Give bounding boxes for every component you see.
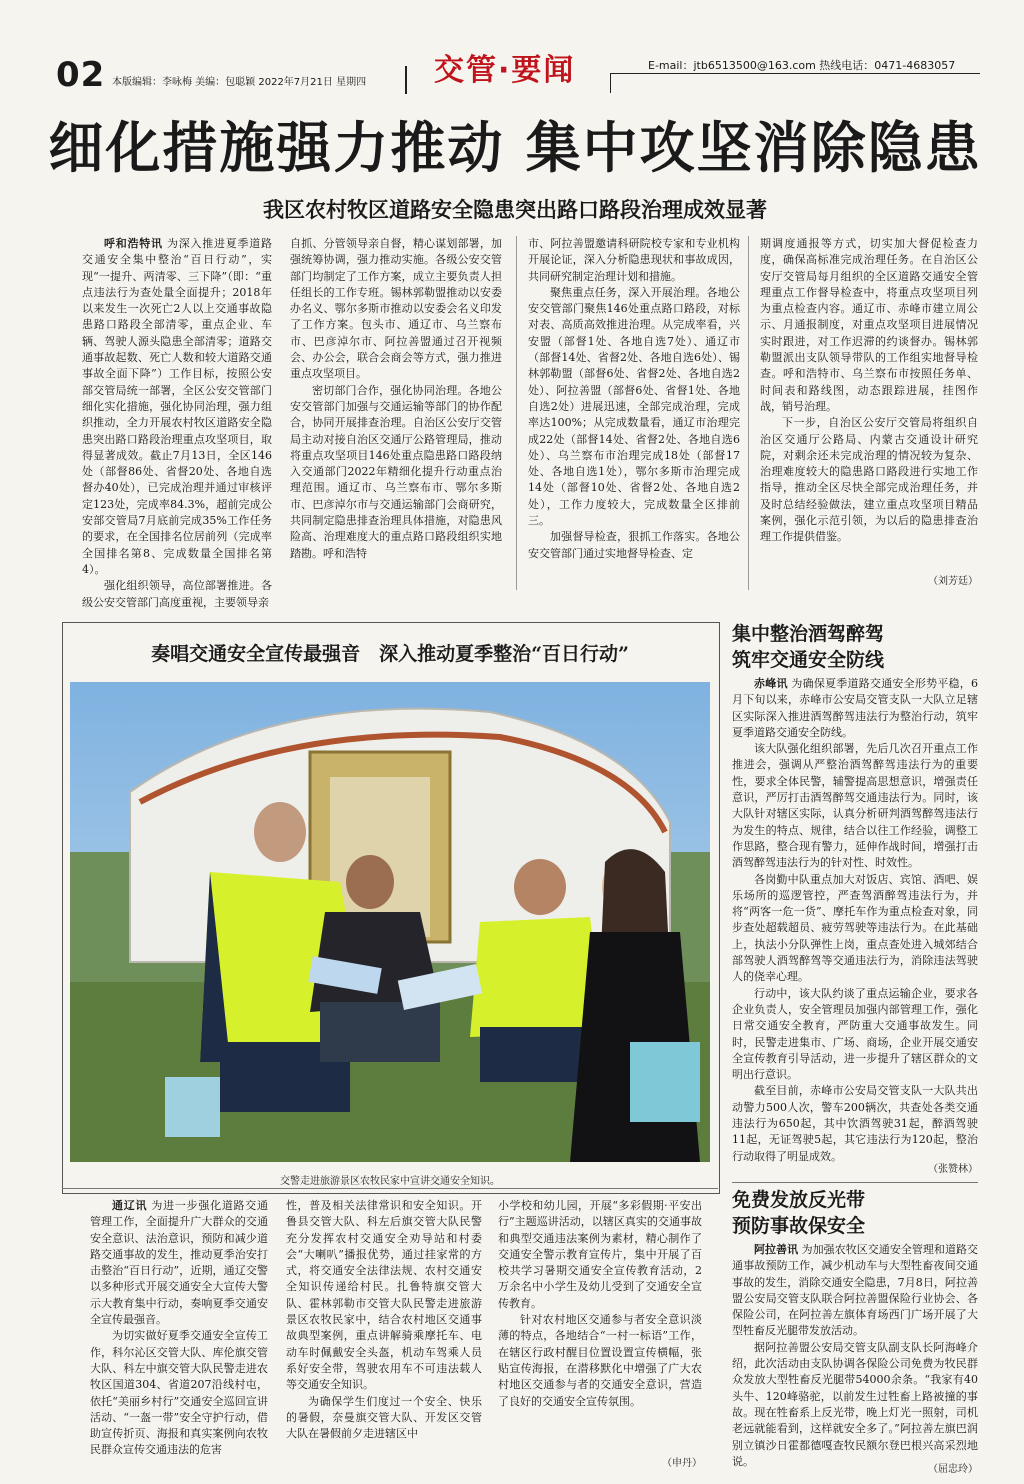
edition-meta: 本版编辑：李咏梅 美编：包聪颖 2022年7月21日 星期四 (112, 77, 367, 88)
main-article-col-4 (760, 236, 978, 572)
side-story-2-title (732, 1188, 982, 1239)
paragraph (732, 676, 978, 741)
paragraph (90, 1328, 268, 1458)
main-subheadline: 我区农村牧区道路安全隐患突出路口路段治理成效显著 (263, 198, 767, 222)
feature-byline: （申丹） (662, 1458, 702, 1469)
main-article-col-3 (528, 236, 740, 596)
paragraph-text: 聚焦重点任务，深入开展治理。各地公安交管部门聚焦146处重点路口路段，对标对表、高质高效推进治理。从完成率看，兴安盟（部督1处、各地自选7处）、通辽市（部督14处、省督2处、各地自选6处）、锡林郭勒盟（部督6处、省督2处、各地自选2处）、阿拉善盟（部督6处、省督1处、各地自选2处）进展迅速，全部完成治理，完成率达100%；从完成数量看，通辽市治理完成22处（部督14处、省督2处、各地自选6处）、乌兰察布市治理完成18处（部督17处、各地自选1处），鄂尔多斯市治理完成14处（部督10处、省督2处、各地自选2处），工作力度较大，完成数量全区排前三。 (528, 285, 740, 528)
paragraph (732, 1083, 978, 1164)
paragraph-text: 密切部门合作，强化协同治理。各地公安交管部门加强与交通运输等部门的协作配合，协同开展排查治理。自治区公安厅交管局主动对接自治区交通厅公路管理局，推动将重点攻坚项目146处重点隐患路口路段纳入交通部门2022年精细化提升行动重点治理范围。通辽市、乌兰察布市、鄂尔多斯市、巴彦淖尔市与交通运输部门会商研究，共同制定隐患排查治理具体措施，对隐患风险高、治理难度大的重点路口路段组织实地踏勘。呼和浩特 (290, 383, 502, 560)
paragraph (760, 236, 978, 415)
dateline: 通辽讯 (112, 1199, 148, 1212)
paragraph (498, 1198, 702, 1312)
main-article-byline: （刘芳廷） (928, 576, 978, 587)
section-divider (732, 1182, 978, 1183)
paragraph-text: 针对农村地区交通参与者安全意识淡薄的特点，各地结合“一村一标语”工作，在辖区行政村醒目位置设置宣传横幅，张贴宣传海报，在潜移默化中增强了广大农村地区交通参与者的交通安全意识，营造了良好的交通安全宣传氛围。 (498, 1313, 702, 1408)
paragraph-text: 为切实做好夏季交通安全宣传工作，科尔沁区交管大队、库伦旗交管大队、科左中旗交管大队民警走进农牧区国道304、省道207沿线村屯，依托“美丽乡村行”交通安全巡回宣讲活动、“一盔一带”安全守护行动，借助宣传折页、海报和真实案例向农牧民群众宣传交通违法的危害 (90, 1329, 268, 1457)
paragraph (528, 285, 740, 529)
side-story-1-title-line2: 筑牢交通安全防线 (732, 648, 885, 671)
paragraph (90, 1198, 268, 1328)
paragraph-text: 期调度通报等方式，切实加大督促检查力度，确保高标准完成治理任务。在自治区公安厅交管局每月组织的全区道路交通安全管理重点工作督导检查中，将重点攻坚项目列为重点检查内容。通辽市、赤峰市建立周公示、月通报制度，对重点攻坚项目进展情况实时跟进，对工作迟滞的约谈督办。锡林郭勒盟派出支队领导带队的工作组实地督导检查。呼和浩特市、乌兰察布市按照任务单、时间表和路线图，动态跟踪进展，挂图作战，销号治理。 (760, 237, 978, 413)
paragraph (286, 1394, 482, 1443)
dateline: 呼和浩特讯 (104, 237, 163, 250)
paragraph-text: 为确保夏季道路交通安全形势平稳，6月下旬以来，赤峰市公安局交管支队一大队立足辖区实际深入推进酒驾醉驾违法行为整治行动，筑牢夏季道路交通安全防线。 (732, 677, 979, 739)
header-divider (405, 66, 407, 94)
paragraph-text: 为加强农牧区交通安全管理和道路交通事故预防工作，减少机动车与大型牲畜夜间交通事故的发生，消除交通安全隐患，7月8日，阿拉善盟公安局交管支队联合阿拉善盟保险行业协会、各保险公司，在阿拉善左旗体育场西门广场开展了大型牲畜反光腿带发放活动。 (732, 1243, 979, 1338)
side-story-1-title (732, 622, 982, 673)
paragraph-text: 为进一步强化道路交通管理工作，全面提升广大群众的交通安全意识、法治意识，预防和减少道路交通事故的发生，推动夏季治安打击整治“百日行动”，近期，通辽交警以多种形式开展交通安全大宣传大警示大教育集中行动，奏响夏季交通安全宣传最强音。 (90, 1199, 269, 1327)
paragraph-text: 小学校和幼儿园，开展“多彩假期·平安出行”主题巡讲活动，以辖区真实的交通事故和典型交通违法案例为素材，精心制作了交通安全警示教育宣传片，集中开展了百校共学习暑期交通安全宣传教育活动，2万余名中小学生及幼儿受到了交通安全宣传教育。 (498, 1199, 702, 1310)
feature-col-1 (90, 1198, 268, 1476)
news-photo (70, 682, 710, 1162)
side-story-2-byline: （屈忠玲） (928, 1464, 978, 1475)
photo-illustration (70, 682, 710, 1162)
side-story-2-title-line1: 免费发放反光带 (732, 1189, 866, 1211)
side-story-1-title-line1: 集中整治酒驾醉驾 (732, 623, 885, 645)
paragraph (286, 1198, 482, 1394)
side-story-1-byline: （张赞林） (928, 1164, 978, 1175)
paragraph (498, 1312, 702, 1410)
paragraph-text: 为深入推进夏季道路交通安全集中整治“百日行动”，实现“一提升、两清零、三下降”（即：“重点违法行为查处量全面提升；2018年以来发生一次死亡2人以上交通事故隐患路口路段全部清零，重点企业、车辆、驾驶人源头隐患全部清零；道路交通事故起数、死亡人数和较大道路交通事故全面下降”）工作目标，按照公安部交管局统一部署，全区公安交管部门细化实化措施，强化协同治理，强力组织推动，全力开展农村牧区道路安全隐患突出路口路段治理重点攻坚项目，取得显著成效。截止7月13日，全区146处（部督86处、省督20处、各地自选督办40处），已完成治理并通过审核评定123处，完成率84.3%，超前完成公安部交管局7月底前完成35%工作任务的要求，在全国排名位居前列（完成率全国排名第8、完成数量全国排名第4）。 (82, 237, 272, 576)
side-story-2-body (732, 1242, 979, 1468)
paragraph-text: 截至目前，赤峰市公安局交管支队一大队共出动警力500人次，警车200辆次，共查处各类交通违法行为650起，其中饮酒驾驶31起，醉酒驾驶11起，无证驾驶5起，其它违法行为120起，整治行动取得了明显成效。 (732, 1084, 978, 1163)
paragraph-text: 行动中，该大队约谈了重点运输企业，要求各企业负责人，安全管理员加强内部管理工作，强化日常交通安全教育，严防重大交通事故发生。同时，民警走进集市、广场、商场，企业开展交通安全宣传教育引导活动，进一步提升了辖区群众的文明出行意识。 (732, 986, 978, 1082)
paragraph (732, 986, 978, 1084)
dateline: 赤峰讯 (754, 677, 788, 690)
feature-col-2 (286, 1198, 482, 1476)
paragraph-text: 为确保学生们度过一个安全、快乐的暑假，奈曼旗交管大队、开发区交管大队在暑假前夕走进辖区中 (286, 1394, 482, 1441)
main-headline: 细化措施强力推动 集中攻坚消除隐患 (48, 115, 982, 180)
photo-caption: 交警走进旅游景区农牧民家中宣讲交通安全知识。 (280, 1176, 500, 1187)
column-divider (516, 236, 517, 590)
paragraph-text: 各岗勤中队重点加大对饭店、宾馆、酒吧、娱乐场所的巡逻管控，严查驾酒醉驾违法行为，并将“两客一危一货”、摩托车作为重点检查对象，同步查处超载超员、疲劳驾驶等违法行为。在此基础上，执法小分队弹性上岗，重点查处进入城郊结合部驾驶人酒驾醉驾等交通违法行为，消除违法驾驶人的侥幸心理。 (732, 872, 978, 984)
column-divider (748, 236, 749, 590)
paragraph-text: 该大队强化组织部署，先后几次召开重点工作推进会，强调从严整治酒驾醉驾违法行为的重要性，要求全体民警，辅警提高思想意识，增强责任意识，严厉打击酒驾醉驾交通违法行为。同时，该大队针对辖区实际，认真分析研判酒驾醉驾违法行为发生的特点、规律，结合以往工作经验，调整工作思路，整合现有警力，延伸作战时间，增强打击酒驾醉驾违法行为的针对性、时效性。 (732, 742, 978, 870)
paragraph (290, 236, 502, 383)
header-rule (610, 73, 980, 74)
main-article-col-2 (290, 236, 502, 596)
paragraph (732, 741, 978, 871)
paragraph (528, 236, 740, 285)
side-story-1-body (732, 676, 979, 1163)
paragraph (732, 1340, 978, 1470)
side-story-2-title-line2: 预防事故保安全 (732, 1214, 866, 1237)
paragraph (290, 383, 502, 562)
paragraph (82, 236, 272, 578)
contact-line: E-mail：jtb6513500@163.com 热线电话：0471-4683057 (648, 59, 956, 72)
paragraph-text: 下一步，自治区公安厅交管局将组织自治区交通厅公路局、内蒙古交通设计研究院，对剩余还未完成治理的情况较为复杂、治理难度较大的隐患路口路段进行实地工作指导，推动全区尽快全部完成治理任务，并及时总结经验做法，建立重点攻坚项目精品案例，强化示范引领，为以后的隐患排查治理工作提供借鉴。 (760, 416, 978, 544)
section-title: 交管·要闻 (434, 53, 576, 88)
paragraph-text: 自抓、分管领导亲自督，精心谋划部署，加强统筹协调，强力推动实施。各级公安交管部门均制定了工作方案，成立主要负责人担任组长的工作专班。锡林郭勒盟推动以安委办名义、鄂尔多斯市推动以安委会名义印发了工作方案。包头市、通辽市、乌兰察布市、巴彦淖尔市、阿拉善盟通过召开视频会、办公会，联合会商会等方式，强力推进重点攻坚项目。 (290, 237, 502, 381)
feature-col-3 (498, 1198, 702, 1448)
photo-feature-title: 奏唱交通安全宣传最强音 深入推动夏季整治“百日行动” (151, 643, 629, 665)
main-article-col-1 (82, 236, 272, 609)
page-number: 02 (56, 55, 106, 95)
header-rule-tick (610, 73, 611, 93)
paragraph (732, 1242, 978, 1340)
section-divider (62, 1188, 718, 1189)
paragraph (732, 872, 978, 986)
paragraph-text: 强化组织领导，高位部署推进。各级公安交管部门高度重视，主要领导亲 (82, 579, 272, 609)
paragraph-text: 加强督导检查，狠抓工作落实。各地公安交管部门通过实地督导检查、定 (528, 530, 740, 560)
dateline: 阿拉善讯 (754, 1243, 799, 1256)
paragraph (82, 578, 272, 611)
paragraph (528, 529, 740, 562)
paragraph-text: 据阿拉善盟公安局交管支队副支队长阿海峰介绍，此次活动由支队协调各保险公司免费为牧民群众发放大型牲畜反光腿带54000余条。“我家有40头牛、120峰骆驼，以前发生过牲畜上路被撞的事故。现在牲畜系上反光带，晚上灯光一照射，司机老远就能看到，这样就安全多了。”阿拉善左旗巴润别立镇沙日霍都德嘎查牧民额尔登巴根兴高采烈地说。 (732, 1340, 978, 1468)
paragraph (760, 415, 978, 545)
paragraph-text: 市、阿拉善盟邀请科研院校专家和专业机构开展论证，深入分析隐患现状和事故成因，共同研究制定治理计划和措施。 (528, 237, 740, 283)
paragraph-text: 性，普及相关法律常识和安全知识。开鲁县交管大队、科左后旗交管大队民警充分发挥农村交通安全劝导站和村委会“大喇叭”播报优势，通过挂家常的方式，将交通安全法律法规、农村交通安全知识传递给村民。扎鲁特旗交管大队、霍林郭勒市交管大队民警走进旅游景区农牧民家中，结合农村地区交通事故典型案例，重点讲解骑乘摩托车、电动车时佩戴安全头盔，机动车驾乘人员系好安全带，驾驶农用车不可违法载人等交通安全知识。 (286, 1199, 482, 1392)
